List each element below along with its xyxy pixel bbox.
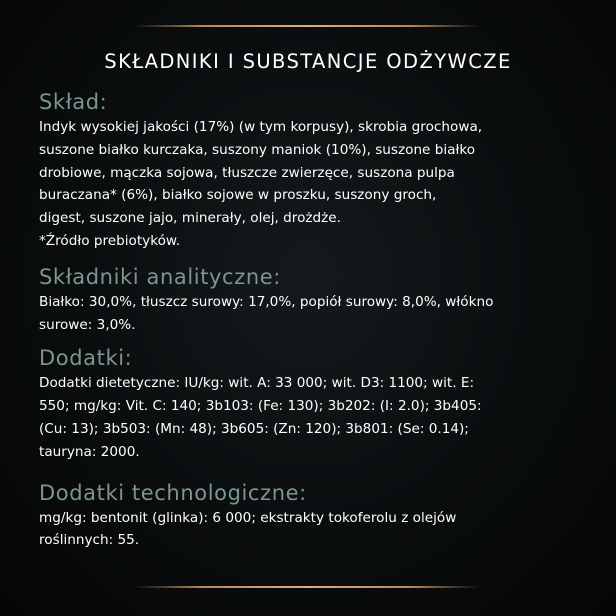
section-analytical xyxy=(39,263,599,337)
page-title: SKŁADNIKI I SUBSTANCJE ODŻYWCZE xyxy=(104,50,512,73)
section-composition xyxy=(39,88,599,253)
section-body-additives: Dodatki dietetyczne: IU/kg: wit. A: 33 000; wit. D3: 1100; wit. E: 550; mg/kg: Vit. C: 140; 3b103: (Fe: 130); 3b202: (I: 2.0); 3b405: (Cu: 13); 3b503: (Mn: 48); 3b605: (Zn: 120); 3b801: (Se: 0.14); tauryna: 2000. xyxy=(39,375,482,460)
section-heading-technological: Dodatki technologiczne: xyxy=(39,480,307,505)
section-heading-analytical: Składniki analityczne: xyxy=(39,264,281,289)
section-body-technological: mg/kg: bentonit (glinka): 6 000; ekstrakty tokoferolu z olejów roślinnych: 55. xyxy=(39,509,457,549)
section-body-composition: Indyk wysokiej jakości (17%) (w tym korpusy), skrobia grochowa, suszone białko kurczaka, suszony maniok (10%), suszone białko drobiowe, mączka sojowa, tłuszcze zwierzęce, suszona pulpa buraczana* (6%), białko sojowe w proszku, suszony groch, digest, suszone jajo, minerały, olej, drożdże. *Źródło prebiotyków. xyxy=(39,119,483,249)
sections-container xyxy=(39,88,599,552)
top-divider xyxy=(134,25,480,27)
section-additives xyxy=(39,344,599,463)
section-heading-composition: Skład: xyxy=(39,90,108,114)
bottom-divider xyxy=(134,586,480,588)
section-technological-additives xyxy=(39,479,599,553)
section-body-analytical: Białko: 30,0%, tłuszcz surowy: 17,0%, popiół surowy: 8,0%, włókno surowe: 3,0%. xyxy=(39,293,494,333)
section-heading-additives: Dodatki: xyxy=(39,346,133,371)
